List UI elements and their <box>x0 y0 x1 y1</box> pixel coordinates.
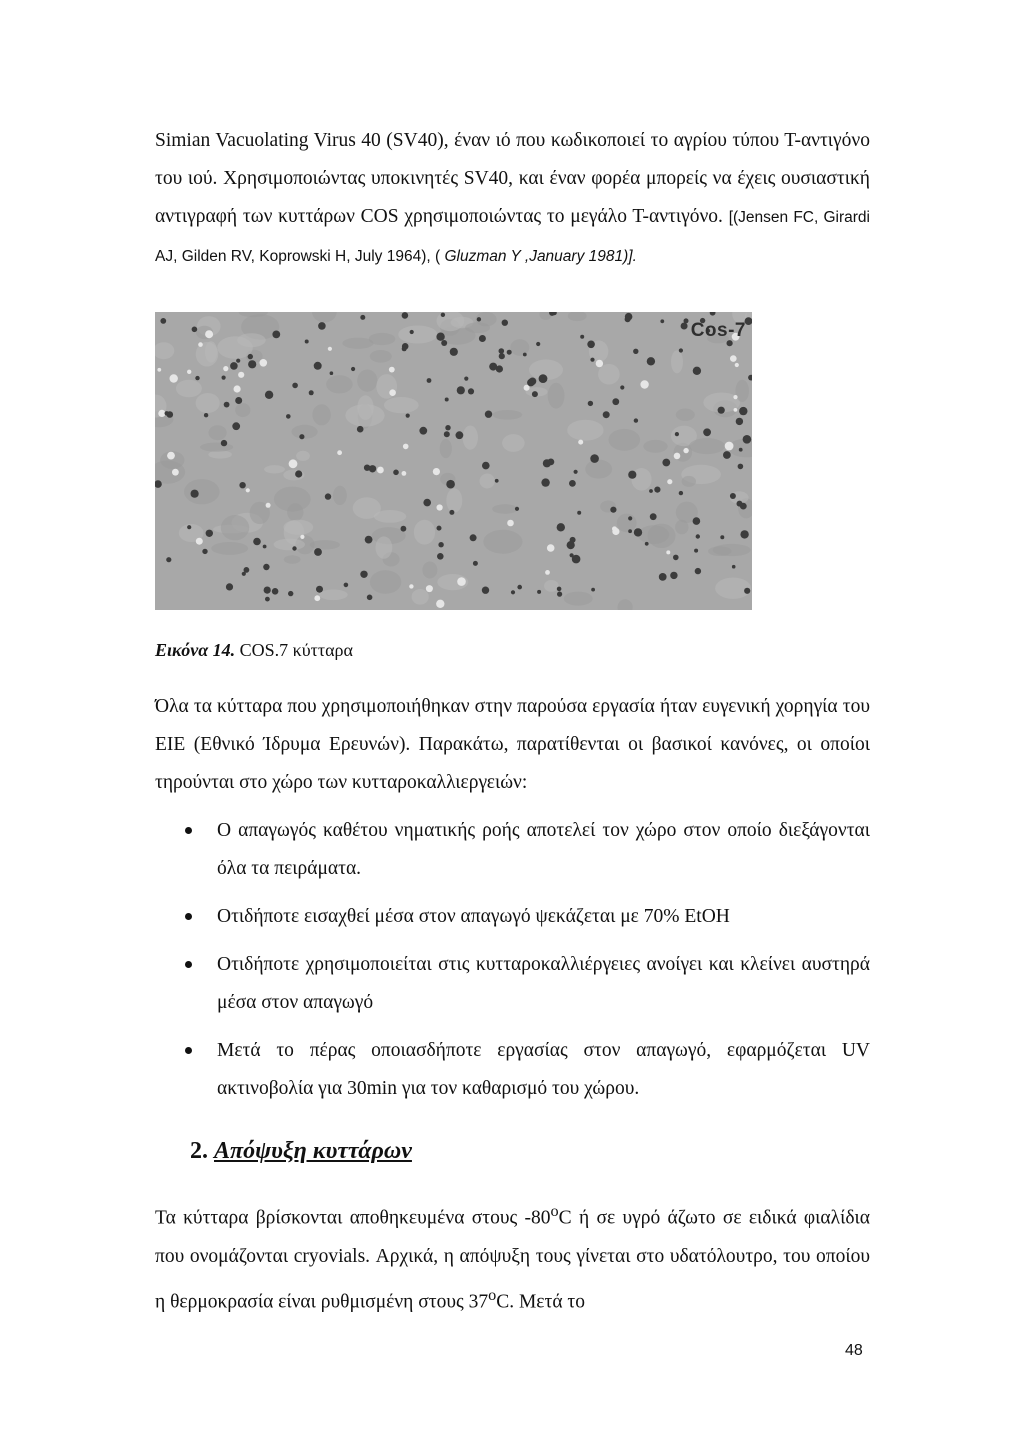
cell-nucleus <box>272 331 280 339</box>
cell-body <box>296 451 310 461</box>
cell-body <box>353 497 381 519</box>
cell-nucleus <box>437 553 444 560</box>
cell-nucleus <box>445 425 450 430</box>
cell-body <box>548 383 565 409</box>
cell-nucleus <box>300 535 304 539</box>
cell-nucleus <box>681 323 688 330</box>
cell-nucleus <box>515 507 519 511</box>
cell-nucleus <box>739 407 747 415</box>
cell-body <box>480 474 495 489</box>
cell-nucleus <box>369 465 376 472</box>
cell-body <box>618 599 633 610</box>
cell-nucleus <box>482 587 489 594</box>
cell-nucleus <box>603 411 610 418</box>
cell-nucleus <box>684 318 689 323</box>
cell-body <box>617 514 637 533</box>
cell-nucleus <box>649 489 653 493</box>
cell-body <box>292 425 318 439</box>
cell-nucleus <box>743 435 752 444</box>
cell-nucleus <box>625 313 633 321</box>
cell-nucleus <box>389 389 396 396</box>
cell-body <box>370 570 401 594</box>
cell-nucleus <box>351 367 355 371</box>
cell-nucleus <box>360 571 367 578</box>
cell-nucleus <box>660 319 664 323</box>
list-item: Μετά το πέρας οποιασδήποτε εργασίας στον απαγωγό, εφαρμόζεται UV ακτινοβολία για 30min για τον καθαρισμό του χώρου. <box>155 1032 870 1108</box>
cell-nucleus <box>222 376 226 380</box>
cell-nucleus <box>441 340 447 346</box>
cell-nucleus <box>539 374 548 383</box>
cell-body <box>176 380 202 398</box>
cell-nucleus <box>734 408 738 412</box>
cell-nucleus <box>725 442 734 451</box>
cell-nucleus <box>634 528 642 536</box>
cell-nucleus <box>654 487 660 493</box>
cell-body <box>209 425 227 440</box>
cell-nucleus <box>464 377 468 381</box>
cell-nucleus <box>485 411 492 418</box>
cell-nucleus <box>718 407 725 414</box>
cell-nucleus <box>393 470 399 476</box>
cell-nucleus <box>192 327 198 333</box>
cell-nucleus <box>436 333 444 341</box>
cell-nucleus <box>263 564 269 570</box>
cell-nucleus <box>402 312 409 319</box>
cell-nucleus <box>596 360 603 367</box>
cell-nucleus <box>675 432 679 436</box>
bullet-icon <box>185 1047 192 1054</box>
cell-body <box>345 404 384 427</box>
cell-nucleus <box>239 482 245 488</box>
cell-nucleus <box>401 526 407 532</box>
cell-nucleus <box>265 391 273 399</box>
cell-body <box>376 536 393 558</box>
cell-nucleus <box>226 583 233 590</box>
cell-body <box>713 544 751 556</box>
cell-nucleus <box>628 471 636 479</box>
cell-nucleus <box>679 348 683 352</box>
cell-nucleus <box>723 451 731 459</box>
reference-citation-1: [(Jensen FC, Girardi AJ, Gilden RV, Koprowski H, July 1964), ( <box>155 209 870 265</box>
cell-nucleus <box>377 467 384 474</box>
cell-body <box>502 434 525 452</box>
cell-nucleus <box>695 568 701 574</box>
cell-body <box>200 443 233 452</box>
cell-nucleus <box>206 530 213 537</box>
cell-nucleus <box>305 340 309 344</box>
cell-nucleus <box>172 469 179 476</box>
cell-nucleus <box>221 440 227 446</box>
cell-nucleus <box>224 402 230 408</box>
cell-body <box>235 403 250 417</box>
cell-nucleus <box>330 371 334 375</box>
cell-nucleus <box>569 480 576 487</box>
cell-nucleus <box>666 550 670 554</box>
cell-nucleus <box>693 367 701 375</box>
cell-body <box>609 429 641 451</box>
cell-nucleus <box>402 471 407 476</box>
cell-nucleus <box>165 411 169 415</box>
cell-body <box>544 580 559 592</box>
cell-nucleus <box>426 585 433 592</box>
cell-body <box>643 440 667 453</box>
cell-nucleus <box>230 362 238 370</box>
cell-nucleus <box>170 374 178 382</box>
cell-nucleus <box>730 493 736 499</box>
cell-nucleus <box>292 383 298 389</box>
cell-nucleus <box>436 600 444 608</box>
cell-body <box>217 336 253 359</box>
cell-body <box>414 520 435 545</box>
cell-nucleus <box>541 478 549 486</box>
cell-nucleus <box>234 385 241 392</box>
cell-body <box>689 438 725 454</box>
cell-body <box>492 504 518 514</box>
cell-nucleus <box>450 348 458 356</box>
cell-nucleus <box>693 517 701 525</box>
cell-nucleus <box>289 459 298 468</box>
cell-nucleus <box>457 577 466 586</box>
cell-body <box>398 326 437 344</box>
cell-nucleus <box>532 391 538 397</box>
cell-nucleus <box>659 573 667 581</box>
cell-nucleus <box>736 418 743 425</box>
cell-body <box>682 476 696 487</box>
cell-nucleus <box>732 565 736 569</box>
cell-nucleus <box>402 346 407 351</box>
cell-culture-texture <box>155 312 752 610</box>
cell-nucleus <box>266 503 271 508</box>
cell-nucleus <box>587 341 595 349</box>
cell-nucleus <box>738 464 744 470</box>
cell-nucleus <box>574 470 578 474</box>
cell-nucleus <box>591 588 595 592</box>
cell-body <box>283 520 313 535</box>
cell-nucleus <box>196 538 203 545</box>
caption-text: COS.7 κύτταρα <box>235 640 353 660</box>
cell-nucleus <box>344 583 349 588</box>
cell-nucleus <box>694 549 698 553</box>
cell-nucleus <box>316 586 323 593</box>
cell-body <box>319 590 348 601</box>
cell-nucleus <box>292 546 296 550</box>
cell-nucleus <box>748 375 752 381</box>
cell-nucleus <box>198 342 203 347</box>
cell-nucleus <box>337 450 342 455</box>
cell-nucleus <box>446 480 455 489</box>
cell-body <box>598 364 620 385</box>
section-number: 2. <box>190 1138 214 1164</box>
cell-nucleus <box>433 468 440 475</box>
cell-nucleus <box>482 462 490 470</box>
cell-nucleus <box>166 557 171 562</box>
cell-nucleus <box>235 397 242 404</box>
cell-nucleus <box>167 452 175 460</box>
cell-nucleus <box>683 448 688 453</box>
cell-nucleus <box>499 353 505 359</box>
cell-nucleus <box>730 355 737 362</box>
cell-nucleus <box>314 548 322 556</box>
cell-nucleus <box>325 493 331 499</box>
cell-nucleus <box>195 376 199 380</box>
cell-body <box>676 409 695 421</box>
cell-body <box>221 515 249 540</box>
cell-nucleus <box>511 590 515 594</box>
cell-nucleus <box>202 549 207 554</box>
cell-nucleus <box>696 534 700 538</box>
cell-nucleus <box>590 454 599 463</box>
cell-nucleus <box>645 542 649 546</box>
cell-nucleus <box>674 453 681 460</box>
cell-nucleus <box>423 499 431 507</box>
cell-body <box>312 312 337 323</box>
cell-body <box>284 555 301 564</box>
cell-body <box>274 487 311 512</box>
cell-body <box>638 525 669 544</box>
cell-nucleus <box>588 401 593 406</box>
cell-nucleus <box>427 378 432 383</box>
cell-nucleus <box>662 459 670 467</box>
cell-body <box>155 342 174 359</box>
cell-nucleus <box>205 330 213 338</box>
cell-nucleus <box>191 490 199 498</box>
section-title: Απόψυξη κυττάρων <box>214 1138 412 1164</box>
cell-nucleus <box>517 585 522 590</box>
cell-nucleus <box>578 440 583 445</box>
cell-nucleus <box>419 427 427 435</box>
cell-nucleus <box>468 388 474 394</box>
cell-body <box>463 426 478 450</box>
cell-nucleus <box>445 398 449 402</box>
cell-nucleus <box>295 470 302 477</box>
cell-nucleus <box>299 434 304 439</box>
cell-nucleus <box>158 410 165 417</box>
cell-nucleus <box>537 590 541 594</box>
cell-nucleus <box>634 418 638 422</box>
cell-nucleus <box>187 370 191 374</box>
body-paragraph: Όλα τα κύτταρα που χρησιμοποιήθηκαν στην παρούσα εργασία ήταν ευγενική χορηγία του ΕΙΕ (Εθνικό Ίδρυμα Ερευνών). Παρακάτω, παρατίθενται οι βασικοί κανόνες, οι οποίοι τηρούνται στο χώρο των κυτταροκαλλιεργειών: <box>155 696 870 793</box>
cell-nucleus <box>479 335 486 342</box>
cell-nucleus <box>160 318 166 324</box>
cell-nucleus <box>260 359 268 367</box>
cell-nucleus <box>187 525 191 529</box>
cell-nucleus <box>507 520 514 527</box>
cell-nucleus <box>670 572 677 579</box>
cell-nucleus <box>557 523 565 531</box>
cell-body <box>564 592 593 606</box>
cell-nucleus <box>263 545 267 549</box>
cell-nucleus <box>744 588 750 594</box>
cell-body <box>446 488 462 512</box>
cell-nucleus <box>406 414 410 418</box>
cell-nucleus <box>640 380 648 388</box>
cell-body <box>184 479 220 504</box>
cell-nucleus <box>456 431 464 439</box>
cell-nucleus <box>577 511 581 515</box>
section-heading <box>190 1138 412 1165</box>
cell-nucleus <box>367 595 373 601</box>
cell-nucleus <box>720 535 724 539</box>
bullet-icon <box>185 961 192 968</box>
cell-nucleus <box>232 422 240 430</box>
cell-nucleus <box>272 588 279 595</box>
reference-citation-2: Gluzman Y ,January 1981)]. <box>444 248 637 265</box>
cell-nucleus <box>309 390 314 395</box>
cell-nucleus <box>650 513 657 520</box>
cell-nucleus <box>496 365 503 372</box>
cell-body <box>384 397 419 413</box>
cell-nucleus <box>570 553 574 557</box>
cell-nucleus <box>314 362 322 370</box>
cell-nucleus <box>740 530 748 538</box>
cell-body <box>205 341 217 362</box>
cell-nucleus <box>545 570 550 575</box>
cell-nucleus <box>739 448 743 452</box>
cell-nucleus <box>457 386 465 394</box>
cell-nucleus <box>628 516 632 520</box>
cell-body <box>333 486 347 505</box>
cell-nucleus <box>157 368 161 372</box>
cell-nucleus <box>679 491 683 495</box>
cell-nucleus <box>265 597 270 602</box>
cell-body <box>342 338 373 349</box>
cell-body <box>370 350 392 363</box>
cell-nucleus <box>703 428 711 436</box>
cell-nucleus <box>246 488 250 492</box>
cell-nucleus <box>441 313 445 317</box>
cell-nucleus <box>557 592 562 597</box>
bullet-icon <box>185 827 192 834</box>
cos7-microscopy-image <box>155 312 752 610</box>
cell-nucleus <box>318 322 326 330</box>
cell-nucleus <box>242 572 246 576</box>
image-overlay-label: Cos-7 <box>690 320 746 341</box>
cell-nucleus <box>667 479 672 484</box>
cell-body <box>211 542 248 555</box>
cell-nucleus <box>223 366 228 371</box>
cell-body <box>326 375 353 393</box>
figure-caption <box>155 640 353 661</box>
cell-nucleus <box>547 544 555 552</box>
cell-nucleus <box>360 315 365 320</box>
list-item: Ο απαγωγός καθέτου νηματικής ροής αποτελεί τον χώρο στον οποίο διεξάγονται όλα τα πειράματα. <box>155 812 870 888</box>
cell-nucleus <box>437 526 442 531</box>
cell-nucleus <box>673 555 679 561</box>
cell-nucleus <box>410 330 414 334</box>
cell-nucleus <box>357 426 364 433</box>
cell-nucleus <box>610 507 616 513</box>
cell-body <box>264 465 285 473</box>
cell-nucleus <box>449 510 454 515</box>
cell-nucleus <box>502 320 508 326</box>
cell-nucleus <box>628 529 632 533</box>
bullet-icon <box>185 913 192 920</box>
cell-body <box>567 420 603 441</box>
cell-nucleus <box>248 354 253 359</box>
cell-nucleus <box>409 584 413 588</box>
cell-nucleus <box>389 367 395 373</box>
cell-nucleus <box>248 360 256 368</box>
cell-nucleus <box>236 359 240 363</box>
list-item: Οτιδήποτε εισαχθεί μέσα στον απαγωγό ψεκάζεται με 70% EtOH <box>155 898 870 936</box>
cell-nucleus <box>438 542 443 547</box>
cell-nucleus <box>612 398 619 405</box>
cell-body <box>735 380 749 402</box>
cell-nucleus <box>580 335 584 339</box>
cell-body <box>274 539 305 551</box>
cell-body <box>465 322 490 333</box>
cell-body <box>440 439 452 458</box>
cell-nucleus <box>612 526 617 531</box>
cell-nucleus <box>567 541 575 549</box>
cell-nucleus <box>737 501 743 507</box>
cell-nucleus <box>536 342 540 346</box>
cell-nucleus <box>288 591 293 596</box>
page-number: 48 <box>845 1342 863 1359</box>
cell-nucleus <box>620 385 624 389</box>
cell-nucleus <box>710 312 716 316</box>
thawing-paragraph: Τα κύτταρα βρίσκονται αποθηκευμένα στους $-80^oC$ ή σε υγρό άζωτο σε ειδικά φιαλίδια που ονομάζονται cryovials. Αρχικά, η απόψυξη τους γίνεται στο υδατόλουτρο, του οποίου η θερμοκρασία είναι ρυθμισμένη στους $37^oC$. Μετά το <box>155 1202 870 1312</box>
cell-nucleus <box>253 538 261 546</box>
cell-body <box>412 589 429 605</box>
cell-nucleus <box>507 350 512 355</box>
rules-list <box>155 812 870 1118</box>
caption-label: Εικόνα 14. <box>155 640 236 660</box>
cell-nucleus <box>633 349 638 354</box>
cell-nucleus <box>647 357 655 365</box>
cell-nucleus <box>365 536 373 544</box>
cell-nucleus <box>548 459 555 466</box>
cell-nucleus <box>314 595 320 601</box>
cell-body <box>585 460 612 479</box>
cell-nucleus <box>286 414 291 419</box>
cell-body <box>568 312 587 321</box>
cell-body <box>196 393 220 413</box>
cell-nucleus <box>495 479 499 483</box>
cell-body <box>510 339 529 356</box>
cell-body <box>312 404 330 425</box>
cell-nucleus <box>238 372 244 378</box>
cell-body <box>357 370 377 392</box>
cell-nucleus <box>403 444 409 450</box>
cell-nucleus <box>733 395 737 399</box>
cell-nucleus <box>328 347 332 351</box>
cell-body <box>483 530 522 554</box>
cell-nucleus <box>524 385 530 391</box>
cell-body <box>422 562 437 579</box>
cell-body <box>671 350 683 373</box>
cell-nucleus <box>529 378 537 386</box>
cell-body <box>208 450 232 458</box>
cell-nucleus <box>477 317 481 321</box>
cell-nucleus <box>735 363 739 367</box>
cell-nucleus <box>499 348 505 354</box>
cell-body <box>493 410 523 420</box>
cell-nucleus <box>444 431 450 437</box>
intro-text: Simian Vacuolating Virus 40 (SV40), έναν ιό που κωδικοποιεί το αγρίου τύπου Τ-αντιγόνο του ιού. Χρησιμοποιώντας υποκινητές SV40, και έναν φορέα μπορείς να έχεις ουσιαστική αντιγραφή των κυττάρων COS χρησιμοποιώντας το μεγάλο Τ-αντιγόνο. <box>155 130 870 227</box>
intro-paragraph <box>155 122 870 276</box>
cell-nucleus <box>557 587 562 592</box>
cell-nucleus <box>264 587 271 594</box>
cell-nucleus <box>470 534 477 541</box>
list-item: Οτιδήποτε χρησιμοποιείται στις κυτταροκαλλιέργειες ανοίγει και κλείνει αυστηρά μέσα στον απαγωγό <box>155 946 870 1022</box>
cell-nucleus <box>437 504 443 510</box>
cell-nucleus <box>523 353 527 357</box>
cell-nucleus <box>590 358 594 362</box>
cell-nucleus <box>473 561 478 566</box>
cell-nucleus <box>204 413 208 417</box>
